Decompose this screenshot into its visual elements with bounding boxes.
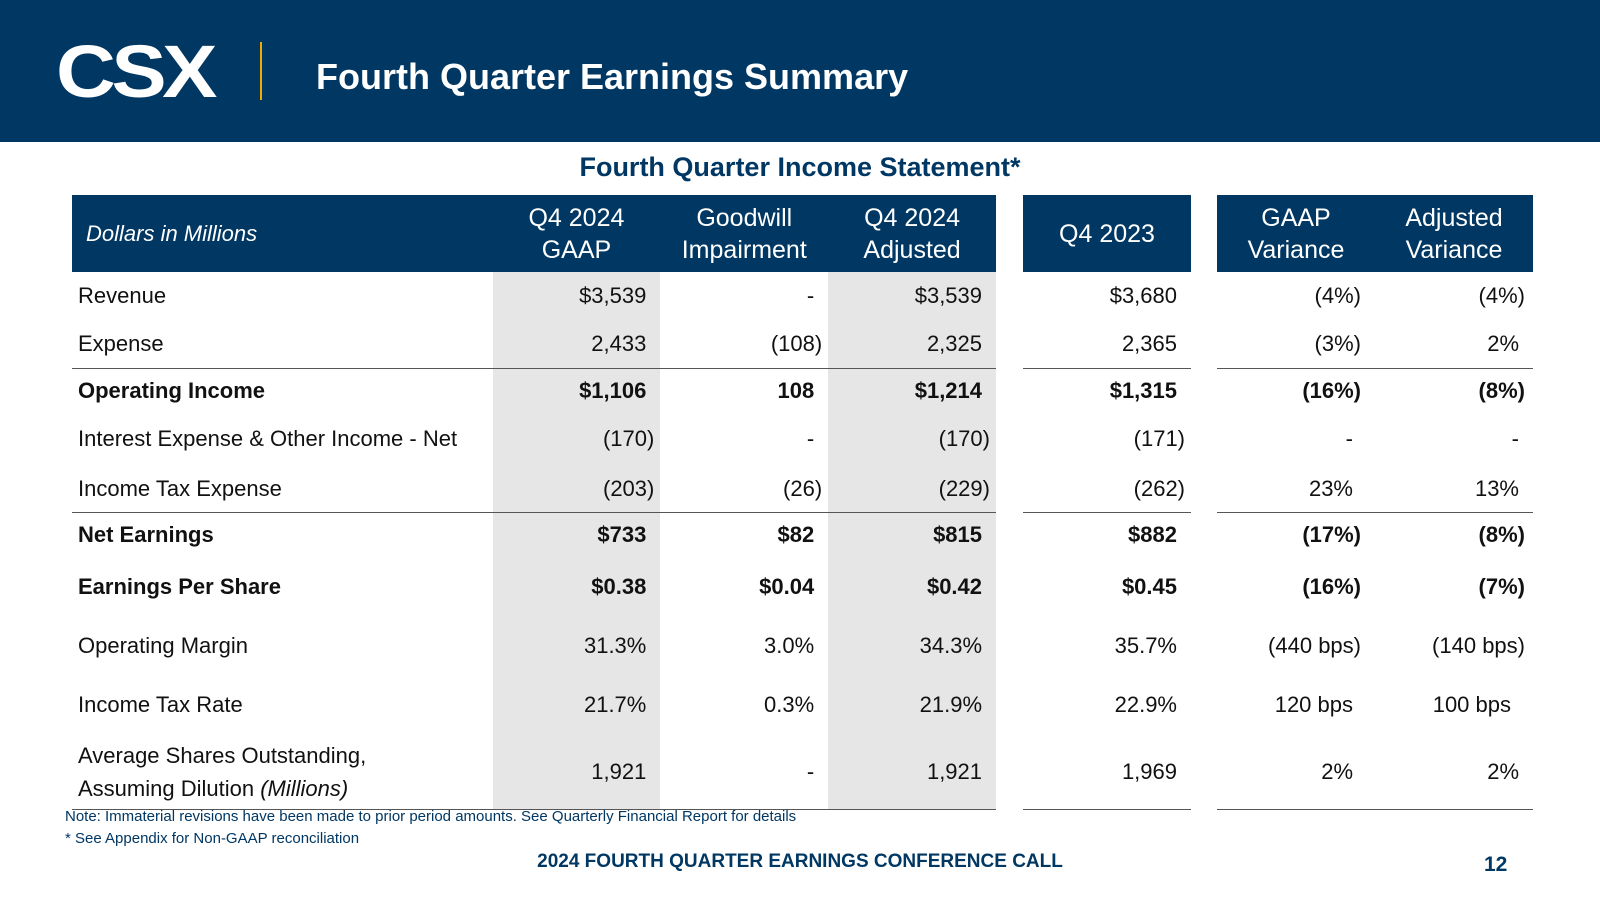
col-header-dollars: Dollars in Millions [86, 220, 258, 246]
col-header-q4-2024-gaap: Q4 2024 GAAP [528, 203, 625, 264]
table-row: Earnings Per Share $0.38 $0.04 $0.42 [72, 557, 996, 617]
table-row: 35.7% [1114, 633, 1177, 658]
table-row: $3,680 [1109, 283, 1177, 308]
csx-logo: CSX [56, 30, 213, 113]
table-row: Revenue $3,539 - $3,539 [72, 272, 996, 320]
footnote-non-gaap: * See Appendix for Non-GAAP reconciliation [65, 830, 360, 847]
table-row: (171) [1133, 425, 1185, 451]
footer-title: 2024 FOURTH QUARTER EARNINGS CONFERENCE CALL [537, 851, 1063, 872]
prior-header-row [1023, 195, 1191, 272]
table-row: (4%) (4%) [1314, 283, 1525, 308]
table-row: Income Tax Rate 21.7% 0.3% 21.9% [72, 675, 996, 735]
table-row: Interest Expense & Other Income - Net (170) - (170) [72, 412, 996, 465]
table-row: 22.9% [1114, 692, 1177, 717]
footnote-revisions: Note: Immaterial revisions have been made to prior period amounts. See Quarterly Financial Report for details [65, 808, 797, 825]
col-header-gaap-variance: GAAP Variance [1247, 203, 1345, 264]
table-row: (16%) (8%) [1217, 368, 1533, 412]
page-number: 12 [1484, 853, 1508, 876]
income-table-main [72, 195, 996, 810]
table-row: Income Tax Expense (203) (26) (229) [72, 465, 996, 513]
col-header-q4-2023: Q4 2023 [1059, 219, 1155, 248]
table-row: (440 bps) (140 bps) [1268, 633, 1525, 658]
table-row: (16%) (7%) [1302, 574, 1525, 599]
table-row: - - [1345, 425, 1519, 451]
table-row: Net Earnings $733 $82 $815 [72, 513, 996, 557]
page-title: Fourth Quarter Earnings Summary [316, 56, 909, 97]
table-row: 23% 13% [1217, 465, 1533, 513]
col-header-q4-2024-adjusted: Q4 2024 Adjusted [863, 203, 961, 264]
table-row: (17%) (8%) [1302, 522, 1525, 547]
table-row: Operating Income $1,106 108 $1,214 [72, 368, 996, 412]
col-header-goodwill: Goodwill Impairment [681, 203, 807, 264]
variance-header-row [1217, 195, 1533, 272]
table-row: 2% 2% [1217, 735, 1533, 810]
col-header-adjusted-variance: Adjusted Variance [1405, 203, 1503, 264]
table-row: (262) [1023, 465, 1191, 513]
income-table-prior-year [1023, 195, 1191, 810]
table-row: $882 [1128, 522, 1177, 547]
table-title: Fourth Quarter Income Statement* [579, 152, 1021, 182]
header-banner [0, 0, 1600, 142]
table-row: $1,315 [1023, 368, 1191, 412]
table-row: 1,969 [1023, 735, 1191, 810]
table-row: (3%) 2% [1314, 331, 1519, 356]
main-header-row [72, 195, 996, 272]
table-row: 120 bps 100 bps [1274, 692, 1511, 717]
table-row: 2,365 [1121, 331, 1177, 356]
table-row: Average Shares Outstanding, Assuming Dilution (Millions) 1,921 - 1,921 [72, 735, 996, 810]
table-row: Expense 2,433 (108) 2,325 [72, 320, 996, 368]
table-row: Operating Margin 31.3% 3.0% 34.3% [72, 617, 996, 675]
income-table-variance [1217, 195, 1533, 810]
logo-divider [260, 42, 262, 100]
table-row: $0.45 [1121, 574, 1177, 599]
